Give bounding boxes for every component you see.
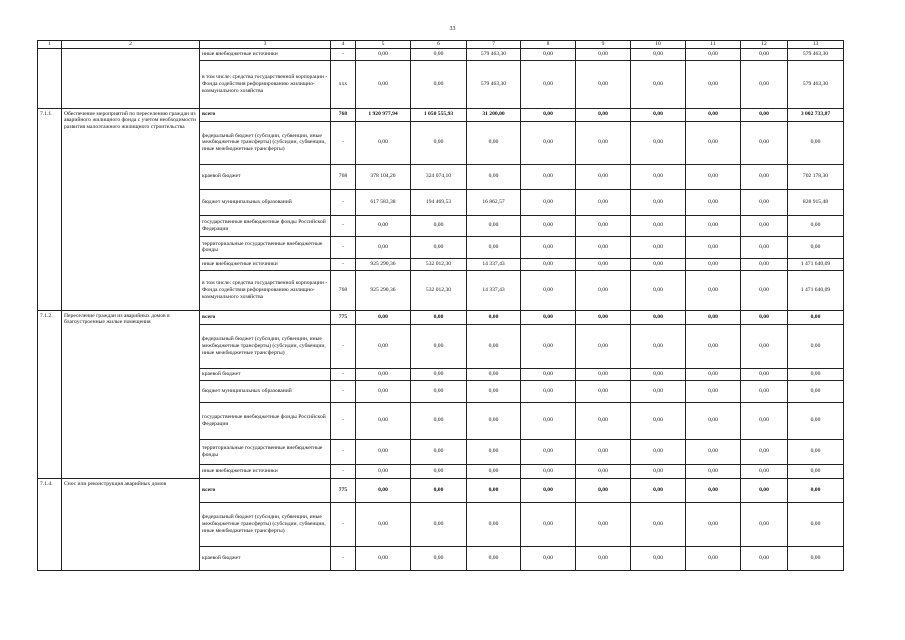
value-cell: 0,00: [467, 464, 521, 478]
value-cell: 0,00: [741, 60, 788, 108]
value-cell: 0,00: [356, 368, 411, 380]
value-cell: 0,00: [467, 439, 521, 464]
value-cell: 0,00: [576, 48, 631, 60]
value-cell: 0,00: [686, 368, 741, 380]
value-cell: 1 471 640,09: [788, 258, 844, 270]
value-cell: 31 200,00: [467, 108, 521, 121]
code-cell: -: [331, 439, 356, 464]
column-number-row: [38, 41, 844, 49]
value-cell: 0,00: [521, 324, 576, 368]
value-cell: 0,00: [686, 215, 741, 236]
code-cell: 768: [331, 108, 356, 121]
value-cell: 0,00: [356, 402, 411, 439]
value-cell: 0,00: [631, 439, 686, 464]
value-cell: 0,00: [741, 478, 788, 502]
value-cell: 0,00: [521, 189, 576, 215]
value-cell: 0,00: [521, 380, 576, 402]
value-cell: 0,00: [631, 546, 686, 570]
value-cell: 0,00: [467, 121, 521, 164]
funding-source-cell: иные внебюджетные источники: [200, 258, 331, 270]
value-cell: 0,00: [686, 380, 741, 402]
value-cell: 0,00: [631, 236, 686, 258]
value-cell: 0,00: [356, 48, 411, 60]
value-cell: 0,00: [686, 270, 741, 310]
value-cell: 0,00: [631, 215, 686, 236]
value-cell: 0,00: [576, 439, 631, 464]
value-cell: 0,00: [686, 502, 741, 546]
value-cell: 0,00: [521, 310, 576, 324]
funding-source-cell: бюджет муниципальных образований: [200, 380, 331, 402]
value-cell: 0,00: [521, 48, 576, 60]
value-cell: 0,00: [631, 310, 686, 324]
funding-source-cell: иные внебюджетные источники: [200, 464, 331, 478]
column-number-cell: 8: [521, 41, 576, 49]
value-cell: 0,00: [521, 60, 576, 108]
column-number-cell: 13: [788, 41, 844, 49]
code-cell: -: [331, 121, 356, 164]
section-name: Снос или реконструкция аварийных домов: [62, 478, 200, 570]
table-row: [38, 108, 844, 121]
value-cell: 0,00: [411, 546, 467, 570]
value-cell: 0,00: [788, 215, 844, 236]
value-cell: 828 915,48: [788, 189, 844, 215]
funding-source-cell: территориальные государственные внебюджетные фонды: [200, 439, 331, 464]
funding-source-cell: в том числе: средства государственной корпорации - Фонда содействия реформированию жилищно-коммунального хозяйства: [200, 60, 331, 108]
value-cell: 0,00: [686, 189, 741, 215]
value-cell: 0,00: [356, 546, 411, 570]
value-cell: 14 337,43: [467, 258, 521, 270]
section-name: Переселение граждан из аварийных домов в благоустроенные жилые помещения: [62, 310, 200, 478]
value-cell: 0,00: [686, 546, 741, 570]
value-cell: 0,00: [741, 164, 788, 189]
code-cell: -: [331, 324, 356, 368]
code-cell: 768: [331, 270, 356, 310]
value-cell: 0,00: [631, 60, 686, 108]
funding-source-cell: бюджет муниципальных образований: [200, 189, 331, 215]
column-number-cell: 4: [331, 41, 356, 49]
value-cell: 0,00: [576, 258, 631, 270]
value-cell: 0,00: [356, 310, 411, 324]
value-cell: 0,00: [576, 270, 631, 310]
funding-source-cell: краевой бюджет: [200, 164, 331, 189]
code-cell: -: [331, 402, 356, 439]
column-number-cell: 10: [631, 41, 686, 49]
code-cell: -: [331, 48, 356, 60]
value-cell: 0,00: [741, 310, 788, 324]
value-cell: 0,00: [741, 108, 788, 121]
value-cell: 0,00: [521, 439, 576, 464]
value-cell: 0,00: [741, 402, 788, 439]
value-cell: 0,00: [411, 310, 467, 324]
value-cell: 0,00: [411, 478, 467, 502]
value-cell: 0,00: [467, 546, 521, 570]
section-code: 7.1.2.: [38, 310, 62, 478]
value-cell: 0,00: [411, 324, 467, 368]
value-cell: 0,00: [788, 439, 844, 464]
row-code-cell: [38, 48, 62, 108]
code-cell: -: [331, 258, 356, 270]
value-cell: 0,00: [411, 439, 467, 464]
value-cell: 0,00: [686, 48, 741, 60]
value-cell: 0,00: [521, 258, 576, 270]
value-cell: 0,00: [788, 502, 844, 546]
value-cell: 0,00: [356, 502, 411, 546]
value-cell: 0,00: [521, 368, 576, 380]
value-cell: 1 050 555,93: [411, 108, 467, 121]
funding-source-cell: краевой бюджет: [200, 546, 331, 570]
column-number-cell: 3: [200, 41, 331, 49]
value-cell: 0,00: [631, 478, 686, 502]
value-cell: 0,00: [631, 270, 686, 310]
column-number-cell: 9: [576, 41, 631, 49]
value-cell: 0,00: [467, 164, 521, 189]
value-cell: 0,00: [741, 258, 788, 270]
value-cell: 0,00: [741, 215, 788, 236]
value-cell: 0,00: [788, 310, 844, 324]
value-cell: 0,00: [356, 478, 411, 502]
value-cell: 925 290,36: [356, 258, 411, 270]
row-name-cell: [62, 48, 200, 108]
value-cell: 579 463,30: [788, 60, 844, 108]
column-number-cell: 2: [62, 41, 200, 49]
section-name: Обеспечение мероприятий по переселению граждан из аварийного жилищного фонда с учетом необходимости развития малоэтажного жилищного строительства: [62, 108, 200, 310]
value-cell: 0,00: [576, 380, 631, 402]
code-cell: -: [331, 236, 356, 258]
column-number-cell: 6: [411, 41, 467, 49]
value-cell: 0,00: [576, 546, 631, 570]
value-cell: 0,00: [741, 464, 788, 478]
value-cell: 0,00: [467, 402, 521, 439]
value-cell: 0,00: [576, 236, 631, 258]
value-cell: 0,00: [521, 478, 576, 502]
funding-source-cell: всего: [200, 310, 331, 324]
value-cell: 0,00: [686, 478, 741, 502]
value-cell: 0,00: [467, 236, 521, 258]
value-cell: 0,00: [411, 48, 467, 60]
column-number-cell: 12: [741, 41, 788, 49]
value-cell: 0,00: [631, 189, 686, 215]
table-row: [38, 310, 844, 324]
value-cell: 0,00: [576, 368, 631, 380]
code-cell: -: [331, 380, 356, 402]
value-cell: 0,00: [631, 324, 686, 368]
value-cell: 0,00: [741, 502, 788, 546]
value-cell: 0,00: [788, 402, 844, 439]
value-cell: 0,00: [467, 478, 521, 502]
value-cell: 0,00: [467, 502, 521, 546]
code-cell: -: [331, 189, 356, 215]
column-number-cell: 7: [467, 41, 521, 49]
value-cell: 0,00: [467, 368, 521, 380]
value-cell: 0,00: [631, 368, 686, 380]
value-cell: 0,00: [521, 121, 576, 164]
value-cell: 0,00: [631, 380, 686, 402]
value-cell: 0,00: [686, 464, 741, 478]
section-code: 7.1.1.: [38, 108, 62, 310]
value-cell: 0,00: [411, 368, 467, 380]
funding-source-cell: территориальные государственные внебюджетные фонды: [200, 236, 331, 258]
code-cell: ххх: [331, 60, 356, 108]
value-cell: 0,00: [741, 270, 788, 310]
funding-source-cell: в том числе: средства государственной корпорации - Фонда содействия реформированию жилищно-коммунального хозяйства: [200, 270, 331, 310]
value-cell: 0,00: [576, 215, 631, 236]
value-cell: 0,00: [686, 108, 741, 121]
value-cell: 0,00: [631, 48, 686, 60]
value-cell: 0,00: [686, 121, 741, 164]
value-cell: 0,00: [521, 402, 576, 439]
value-cell: 0,00: [467, 380, 521, 402]
value-cell: 0,00: [686, 324, 741, 368]
value-cell: 0,00: [741, 121, 788, 164]
funding-source-cell: всего: [200, 108, 331, 121]
budget-table: [37, 40, 844, 571]
value-cell: 0,00: [741, 380, 788, 402]
value-cell: 579 463,30: [467, 60, 521, 108]
section-code: 7.1.4.: [38, 478, 62, 570]
funding-source-cell: всего: [200, 478, 331, 502]
value-cell: 0,00: [741, 324, 788, 368]
value-cell: 0,00: [741, 48, 788, 60]
code-cell: -: [331, 215, 356, 236]
funding-source-cell: государственные внебюджетные фонды Российской Федерации: [200, 402, 331, 439]
value-cell: 0,00: [631, 121, 686, 164]
value-cell: 0,00: [631, 108, 686, 121]
value-cell: 0,00: [741, 546, 788, 570]
value-cell: 0,00: [788, 380, 844, 402]
value-cell: 0,00: [467, 215, 521, 236]
value-cell: 0,00: [521, 215, 576, 236]
value-cell: 0,00: [576, 324, 631, 368]
value-cell: 0,00: [741, 368, 788, 380]
code-cell: 768: [331, 164, 356, 189]
value-cell: 0,00: [356, 324, 411, 368]
value-cell: 0,00: [521, 546, 576, 570]
value-cell: 1 471 640,09: [788, 270, 844, 310]
value-cell: 0,00: [788, 121, 844, 164]
value-cell: 0,00: [686, 439, 741, 464]
value-cell: 0,00: [411, 380, 467, 402]
value-cell: 532 012,30: [411, 258, 467, 270]
table-row: [38, 478, 844, 502]
value-cell: 0,00: [631, 402, 686, 439]
value-cell: 579 463,30: [467, 48, 521, 60]
column-number-cell: 11: [686, 41, 741, 49]
value-cell: 0,00: [356, 380, 411, 402]
value-cell: 0,00: [631, 502, 686, 546]
value-cell: 14 337,43: [467, 270, 521, 310]
code-cell: 775: [331, 478, 356, 502]
value-cell: 0,00: [788, 236, 844, 258]
value-cell: 0,00: [521, 502, 576, 546]
value-cell: 0,00: [356, 121, 411, 164]
value-cell: 0,00: [521, 164, 576, 189]
value-cell: 0,00: [686, 258, 741, 270]
value-cell: 16 862,57: [467, 189, 521, 215]
value-cell: 0,00: [631, 464, 686, 478]
value-cell: 0,00: [631, 258, 686, 270]
value-cell: 0,00: [576, 502, 631, 546]
value-cell: 0,00: [686, 310, 741, 324]
value-cell: 925 290,36: [356, 270, 411, 310]
value-cell: 0,00: [467, 324, 521, 368]
value-cell: 0,00: [741, 189, 788, 215]
value-cell: 0,00: [467, 310, 521, 324]
code-cell: -: [331, 368, 356, 380]
value-cell: 0,00: [686, 164, 741, 189]
value-cell: 0,00: [576, 464, 631, 478]
value-cell: 0,00: [356, 464, 411, 478]
value-cell: 0,00: [788, 478, 844, 502]
funding-source-cell: федеральный бюджет (субсидии, субвенции, иные межбюджетные трансферты) (субсидии, субвенции, иные межбюджетные трансферты): [200, 121, 331, 164]
code-cell: -: [331, 464, 356, 478]
code-cell: -: [331, 502, 356, 546]
value-cell: 1 920 977,94: [356, 108, 411, 121]
value-cell: 0,00: [576, 121, 631, 164]
value-cell: 0,00: [576, 60, 631, 108]
value-cell: 0,00: [411, 236, 467, 258]
code-cell: -: [331, 546, 356, 570]
value-cell: 0,00: [411, 464, 467, 478]
value-cell: 617 583,38: [356, 189, 411, 215]
value-cell: 0,00: [411, 121, 467, 164]
value-cell: 0,00: [356, 60, 411, 108]
funding-source-cell: федеральный бюджет (субсидии, субвенции, иные межбюджетные трансферты) (субсидии, субвенции, иные межбюджетные трансферты): [200, 324, 331, 368]
page-number: 33: [449, 26, 456, 32]
value-cell: 0,00: [686, 402, 741, 439]
funding-source-cell: краевой бюджет: [200, 368, 331, 380]
value-cell: 0,00: [741, 236, 788, 258]
funding-source-cell: федеральный бюджет (субсидии, субвенции, иные межбюджетные трансферты) (субсидии, субвенции, иные межбюджетные трансферты): [200, 502, 331, 546]
value-cell: 0,00: [788, 368, 844, 380]
value-cell: 0,00: [631, 164, 686, 189]
value-cell: 0,00: [576, 108, 631, 121]
value-cell: 0,00: [576, 402, 631, 439]
value-cell: 0,00: [521, 464, 576, 478]
value-cell: 0,00: [686, 60, 741, 108]
value-cell: 0,00: [411, 502, 467, 546]
value-cell: 0,00: [521, 236, 576, 258]
value-cell: 0,00: [576, 189, 631, 215]
code-cell: 775: [331, 310, 356, 324]
value-cell: 378 104,20: [356, 164, 411, 189]
value-cell: 0,00: [521, 108, 576, 121]
value-cell: 579 463,30: [788, 48, 844, 60]
value-cell: 0,00: [411, 60, 467, 108]
value-cell: 0,00: [686, 236, 741, 258]
value-cell: 324 074,10: [411, 164, 467, 189]
value-cell: 0,00: [788, 464, 844, 478]
value-cell: 0,00: [741, 439, 788, 464]
value-cell: 0,00: [356, 236, 411, 258]
funding-source-cell: государственные внебюджетные фонды Российской Федерации: [200, 215, 331, 236]
value-cell: 0,00: [411, 215, 467, 236]
value-cell: 702 178,30: [788, 164, 844, 189]
value-cell: 194 469,53: [411, 189, 467, 215]
value-cell: 0,00: [788, 546, 844, 570]
value-cell: 0,00: [576, 310, 631, 324]
value-cell: 3 002 733,87: [788, 108, 844, 121]
column-number-cell: 1: [38, 41, 62, 49]
value-cell: 0,00: [356, 215, 411, 236]
value-cell: 0,00: [521, 270, 576, 310]
funding-source-cell: иные внебюджетные источники: [200, 48, 331, 60]
table-row: [38, 48, 844, 60]
column-number-cell: 5: [356, 41, 411, 49]
value-cell: 0,00: [411, 402, 467, 439]
value-cell: 0,00: [576, 478, 631, 502]
table-body: [38, 41, 844, 571]
value-cell: 0,00: [356, 439, 411, 464]
value-cell: 0,00: [576, 164, 631, 189]
value-cell: 0,00: [788, 324, 844, 368]
value-cell: 532 012,30: [411, 270, 467, 310]
